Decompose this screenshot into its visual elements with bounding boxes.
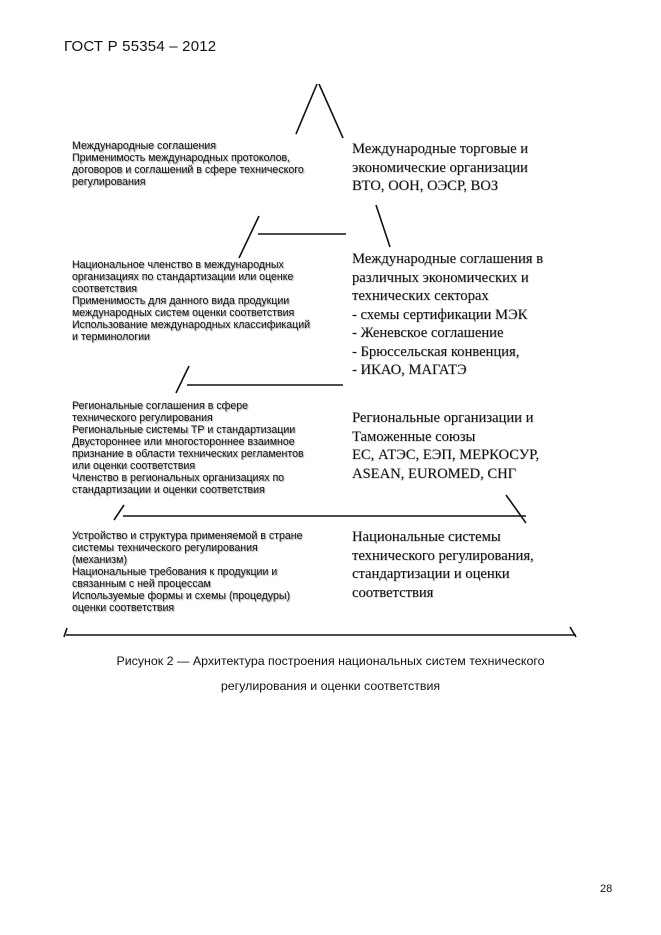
text-line: - ИКАО, МАГАТЭ xyxy=(352,362,467,378)
text-line: Устройство и структура применяемой в стране xyxy=(72,530,303,542)
text-line: технического регулирования, xyxy=(352,547,534,564)
text-line: ЕС, АТЭС, ЕЭП, МЕРКОСУР, xyxy=(352,447,540,463)
text-line: стандартизации и оценки xyxy=(352,566,510,582)
text-line: - схемы сертификации МЭК xyxy=(352,306,528,323)
text-line: Национальное членство в международных xyxy=(72,259,284,271)
figure-caption-line-1: Рисунок 2 — Архитектура построения национальных систем технического xyxy=(116,654,545,668)
text-line: регулирования xyxy=(72,176,146,188)
tier4-right-line xyxy=(506,495,526,523)
tier3-left-line xyxy=(176,366,189,393)
level-2-left-text xyxy=(72,259,334,343)
text-line: международных систем оценки соответствия xyxy=(72,307,295,319)
text-line: - Женевское соглашение xyxy=(352,325,504,341)
text-line: технических секторах xyxy=(352,288,489,304)
text-line: связанным с ней процессам xyxy=(72,578,211,590)
text-line: соответствия xyxy=(72,283,138,295)
text-line: различных экономических и xyxy=(352,269,529,286)
text-line: организациях по стандартизации или оценке xyxy=(72,271,294,283)
text-line: признание в области технических регламентов xyxy=(72,448,304,460)
text-line: (механизм) xyxy=(72,554,127,566)
text-line: или оценки соответствия xyxy=(72,460,196,472)
text-line: Применимость международных протоколов, xyxy=(72,152,291,164)
text-line: экономические организации xyxy=(352,159,528,176)
standard-header: ГОСТ Р 55354 – 2012 xyxy=(64,38,217,55)
text-line: Региональные системы ТР и стандартизации xyxy=(72,424,296,436)
text-line: Таможенные союзы xyxy=(352,428,476,445)
text-line: договоров и соглашений в сфере технического xyxy=(72,164,304,176)
page-number: 28 xyxy=(600,883,613,895)
tier4-left-line xyxy=(114,505,124,520)
level-4-left-text xyxy=(72,530,334,614)
text-line: Национальные системы xyxy=(352,529,501,545)
text-line: Региональные организации и xyxy=(352,410,534,426)
text-line: Применимость для данного вида продукции xyxy=(72,295,290,307)
text-line: системы технического регулирования xyxy=(72,542,258,554)
text-line: Международные торговые и xyxy=(352,141,529,157)
text-line: технического регулирования xyxy=(72,412,213,424)
text-line: Членство в региональных организациях по xyxy=(72,472,285,484)
text-line: ВТО, ООН, ОЭСР, ВОЗ xyxy=(352,178,499,194)
level-2-right-text xyxy=(352,250,582,380)
text-line: Международные соглашения xyxy=(72,140,216,152)
text-line: ASEAN, EUROMED, СНГ xyxy=(352,465,517,482)
level-1-right-text xyxy=(352,140,582,196)
text-line: Региональные соглашения в сфере xyxy=(72,400,249,412)
apex-right-line xyxy=(319,84,343,138)
apex-left-line xyxy=(296,84,317,134)
text-line: Двустороннее или многостороннее взаимное xyxy=(72,436,295,448)
text-line: Национальные требования к продукции и xyxy=(72,566,278,578)
text-line: Используемые формы и схемы (процедуры) xyxy=(72,590,291,602)
level-4-right-text xyxy=(352,528,582,602)
tier2-right-line xyxy=(376,205,390,247)
text-line: стандартизации и оценки соответствия xyxy=(72,484,265,496)
level-3-right-text xyxy=(352,409,582,483)
level-3-left-text xyxy=(72,400,334,496)
figure-caption-line-2: регулирования и оценки соответствия xyxy=(220,679,441,693)
level-1-left-text xyxy=(72,140,334,188)
text-line: Международные соглашения в xyxy=(352,251,544,267)
text-line: соответствия xyxy=(352,584,434,601)
tier2-left-line xyxy=(239,216,259,258)
text-line: Использование международных классификаций xyxy=(72,319,311,331)
text-line: - Брюссельская конвенция, xyxy=(352,343,520,360)
text-line: оценки соответствия xyxy=(72,602,175,614)
text-line: и терминологии xyxy=(72,331,150,343)
